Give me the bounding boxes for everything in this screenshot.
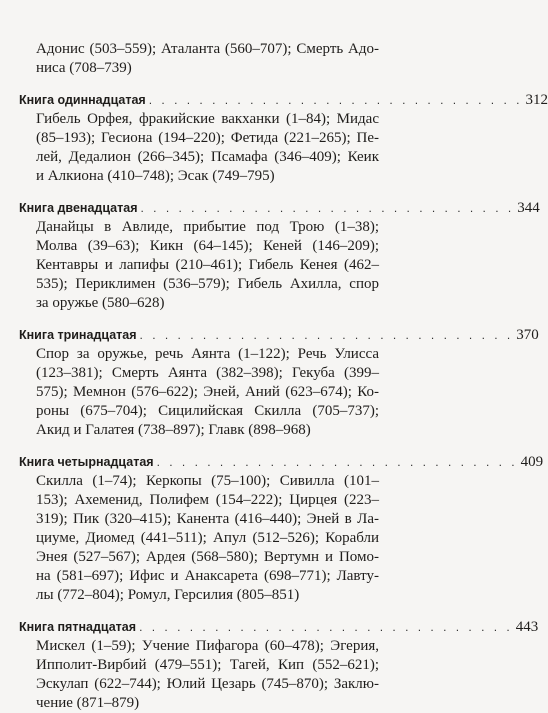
dot-leader: . . . . . . . . . . . . . . . . . . . . . . . . . . . . . .: [140, 201, 515, 215]
contents-line: и Алкиона (410–748); Эсак (749–795): [36, 168, 275, 184]
book-contents: [19, 110, 379, 186]
contents-line: Акид и Галатея (738–897); Главк (898–968): [36, 422, 311, 438]
book-contents: [19, 637, 379, 713]
contents-line: Ипполит-Вирбий (479–551); Тагей, Кип (552–621);: [36, 657, 379, 673]
book-contents: [19, 218, 379, 313]
contents-line: Спор за оружье, речь Аянта (1–122); Речь Улисса: [36, 346, 379, 362]
contents-line: циуме, Диомед (441–511); Апул (512–526); Корабли: [36, 530, 379, 546]
dot-leader: . . . . . . . . . . . . . . . . . . . . . . . . . . . . . .: [139, 328, 514, 342]
contents-line: Энея (527–567); Ардея (568–580); Вертумн и Помо-: [36, 549, 379, 565]
dot-leader: . . . . . . . . . . . . . . . . . . . . . . . . . . . . . .: [148, 93, 523, 107]
book-title: Книга двенадцатая: [19, 201, 138, 215]
book-title: Книга пятнадцатая: [19, 620, 137, 634]
dot-leader: . . . . . . . . . . . . . . . . . . . . . . . . . . . . .: [156, 455, 518, 469]
contents-line: 535); Периклимен (536–579); Гибель Ахилла, спор: [36, 276, 379, 292]
page-number: 344: [517, 200, 540, 216]
contents-line: Эскулап (622–744); Юлий Цезарь (745–870); Заклю-: [36, 676, 379, 692]
contents-line: лей, Дедалион (266–345); Псамафа (346–409); Кеик: [36, 149, 379, 165]
page-number: 443: [515, 619, 539, 635]
book-fourteen-section: [19, 453, 544, 605]
page-number: 370: [516, 327, 539, 343]
book-heading[interactable]: [19, 199, 540, 218]
book-title: Книга четырнадцатая: [19, 455, 154, 469]
dot-leader: . . . . . . . . . . . . . . . . . . . . . . . . . . . . . .: [139, 620, 513, 634]
contents-line: 319); Пик (320–415); Канента (416–440); Эней в Ла-: [36, 511, 379, 527]
book-title: Книга тринадцатая: [19, 328, 137, 342]
continuation-line: Адонис (503–559); Аталанта (560–707); Смерть Адо-: [36, 41, 379, 57]
book-heading[interactable]: [19, 453, 544, 472]
contents-line: лы (772–804); Ромул, Герсилия (805–851): [36, 587, 300, 603]
contents-line: Мискел (1–59); Учение Пифагора (60–478); Эгерия,: [36, 638, 379, 654]
page-number: 409: [520, 454, 544, 470]
contents-line: роны (675–704); Сицилийская Скилла (705–737);: [36, 403, 379, 419]
book-contents: [19, 472, 379, 605]
contents-line: Молва (39–63); Кикн (64–145); Кеней (146–209);: [36, 238, 379, 254]
book-thirteen-section: [19, 326, 539, 440]
contents-line: Данайцы в Авлиде, прибытие под Трою (1–38);: [36, 219, 379, 235]
contents-line: за оружье (580–628): [36, 295, 165, 311]
contents-line: Кентавры и лапифы (210–461); Гибель Кенея (462–: [36, 257, 379, 273]
contents-line: на (581–697); Ифис и Анаксарета (698–771); Лавту-: [36, 568, 379, 584]
book-heading[interactable]: [19, 91, 548, 110]
book-title: Книга одиннадцатая: [19, 93, 146, 107]
contents-line: чение (871–879): [36, 695, 140, 711]
page-number: 312: [525, 92, 548, 108]
continuation-line: ниса (708–739): [36, 60, 132, 76]
contents-line: 575); Мемнон (576–622); Эней, Аний (623–674); Ко-: [36, 384, 379, 400]
contents-line: 153); Ахеменид, Полифем (154–222); Цирцея (223–: [36, 492, 379, 508]
book-twelve-section: [19, 199, 540, 313]
contents-line: (85–193); Гесиона (194–220); Фетида (221–265); Пе-: [36, 130, 379, 146]
book-heading[interactable]: [19, 326, 539, 345]
book-contents: [19, 345, 379, 440]
book-fifteen-section: [19, 618, 539, 713]
contents-line: (123–381); Смерть Аянта (382–398); Гекуба (399–: [36, 365, 379, 381]
book-eleven-section: [19, 91, 548, 186]
contents-line: Гибель Орфея, фракийские вакханки (1–84); Мидас: [36, 111, 379, 127]
book-heading[interactable]: [19, 618, 539, 637]
continuation-entry: [19, 40, 379, 78]
contents-line: Скилла (1–74); Керкопы (75–100); Сивилла (101–: [36, 473, 379, 489]
